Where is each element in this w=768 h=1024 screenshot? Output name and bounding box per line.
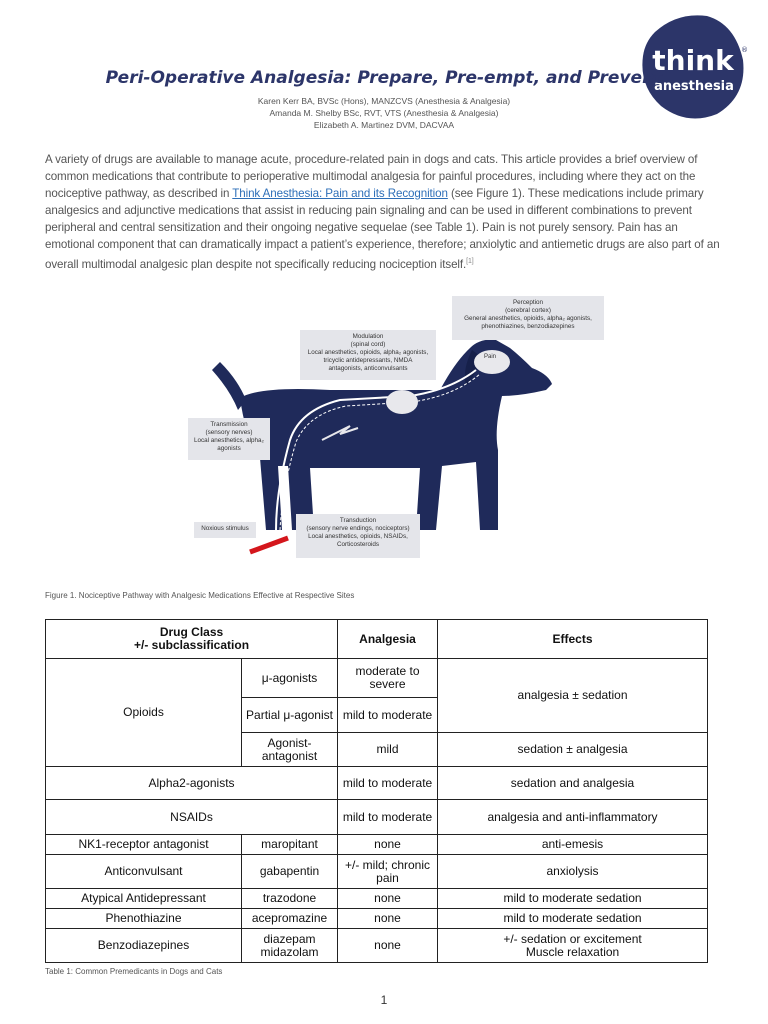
cell-subclass: Agonist-antagonist — [242, 733, 338, 767]
table-row — [46, 889, 708, 909]
table-caption: Table 1: Common Premedicants in Dogs and Cats — [45, 967, 223, 976]
cell-class: Anticonvulsant — [46, 855, 242, 889]
logo-line2: anesthesia — [654, 79, 734, 94]
cell-analgesia: none — [338, 835, 438, 855]
intro-text-2: (see Figure 1). These medications include primary analgesics and adjunctive medications that assist in reducing pain signaling and can be used in different combinations to prevent peripheral and central sensitization and their ongoing negative sequelae (see Table 1). Pain is not purely sensory. Pain has an emotional component that can dramatically impact a patient’s experience, therefore; anxiolytic and antiemetic drugs are also part of an overall multimodal analgesic plan despite not specifically reducing nociception itself. — [45, 187, 720, 271]
cell-class: NK1-receptor antagonist — [46, 835, 242, 855]
cell-effects: +/- sedation or excitement Muscle relaxation — [438, 929, 708, 963]
cell-effects: analgesia ± sedation — [438, 659, 708, 733]
callout-perception: Perception (cerebral cortex) General anesthetics, opioids, alpha₂ agonists, phenothiazines, benzodiazepines — [452, 296, 604, 340]
author-2: Amanda M. Shelby BSc, RVT, VTS (Anesthesia & Analgesia) — [269, 108, 499, 118]
logo-line1: think — [652, 44, 734, 77]
cell-analgesia: mild to moderate — [338, 800, 438, 835]
cell-analgesia: none — [338, 929, 438, 963]
cell-effects: sedation and analgesia — [438, 767, 708, 800]
table-row — [46, 800, 708, 835]
cell-class: Phenothiazine — [46, 909, 242, 929]
cell-analgesia: moderate to severe — [338, 659, 438, 698]
cell-effects: mild to moderate sedation — [438, 909, 708, 929]
author-1: Karen Kerr BA, BVSc (Hons), MANZCVS (Anesthesia & Analgesia) — [257, 96, 511, 106]
cell-effects: anxiolysis — [438, 855, 708, 889]
cell-effects: sedation ± analgesia — [438, 733, 708, 767]
logo-registered-mark: ® — [741, 46, 748, 54]
table-header-row — [46, 620, 708, 659]
cell-subclass: maropitant — [242, 835, 338, 855]
cell-class: NSAIDs — [46, 800, 338, 835]
table-row — [46, 929, 708, 963]
intro-paragraph — [45, 151, 725, 273]
cell-class: Opioids — [46, 659, 242, 767]
figure-caption: Figure 1. Nociceptive Pathway with Analgesic Medications Effective at Respective Sites — [45, 591, 355, 600]
callout-transduction: Transduction (sensory nerve endings, nociceptors) Local anesthetics, opioids, NSAIDs, Corticosteroids — [296, 514, 420, 558]
cell-analgesia: mild — [338, 733, 438, 767]
author-list — [0, 95, 768, 131]
callout-transmission: Transmission (sensory nerves) Local anesthetics, alpha₂ agonists — [188, 418, 270, 460]
cell-effects: mild to moderate sedation — [438, 889, 708, 909]
header-effects: Effects — [438, 620, 708, 659]
reference-1[interactable]: [1] — [466, 258, 474, 265]
nociceptive-pathway-figure — [180, 290, 620, 560]
cell-effects: anti-emesis — [438, 835, 708, 855]
page-title: Peri-Operative Analgesia: Prepare, Pre-empt, and Prevent — [105, 68, 663, 88]
header-analgesia: Analgesia — [338, 620, 438, 659]
cell-effects: analgesia and anti-inflammatory — [438, 800, 708, 835]
cell-subclass: acepromazine — [242, 909, 338, 929]
callout-noxious-stimulus: Noxious stimulus — [194, 522, 256, 538]
brain-icon — [474, 350, 510, 374]
callout-modulation: Modulation (spinal cord) Local anesthetics, opioids, alpha₂ agonists, tricyclic antidepressants, NMDA antagonists, anticonvulsants — [300, 330, 436, 380]
spinal-cord-icon — [386, 390, 418, 414]
cell-subclass: Partial μ-agonist — [242, 698, 338, 733]
cell-class: Benzodiazepines — [46, 929, 242, 963]
cell-subclass: gabapentin — [242, 855, 338, 889]
cell-analgesia: none — [338, 909, 438, 929]
cell-class: Alpha2-agonists — [46, 767, 338, 800]
table-row — [46, 909, 708, 929]
noxious-stimulus-marker — [250, 538, 288, 552]
cell-subclass: trazodone — [242, 889, 338, 909]
premedicants-table — [45, 619, 708, 963]
table-row — [46, 835, 708, 855]
table-row — [46, 659, 708, 698]
pain-label: Pain — [484, 354, 497, 360]
header-drug-class: Drug Class +/- subclassification — [46, 620, 338, 659]
cell-analgesia: mild to moderate — [338, 698, 438, 733]
table-row — [46, 855, 708, 889]
cell-analgesia: +/- mild; chronic pain — [338, 855, 438, 889]
pain-recognition-link[interactable]: Think Anesthesia: Pain and its Recognition — [232, 187, 448, 200]
cell-analgesia: none — [338, 889, 438, 909]
cell-subclass: diazepam midazolam — [242, 929, 338, 963]
page-number: 1 — [380, 993, 388, 1007]
table-row — [46, 767, 708, 800]
cell-analgesia: mild to moderate — [338, 767, 438, 800]
cell-subclass: μ-agonists — [242, 659, 338, 698]
intro-text-1: A variety of drugs are available to manage acute, procedure-related pain in dogs and cats. This article provides a brief overview of common medications that contribute to perioperative multimodal analgesia for painful procedures, including where they act on the nociceptive pathway, as described in — [45, 153, 698, 200]
author-3: Elizabeth A. Martinez DVM, DACVAA — [313, 120, 455, 130]
cell-class: Atypical Antidepressant — [46, 889, 242, 909]
